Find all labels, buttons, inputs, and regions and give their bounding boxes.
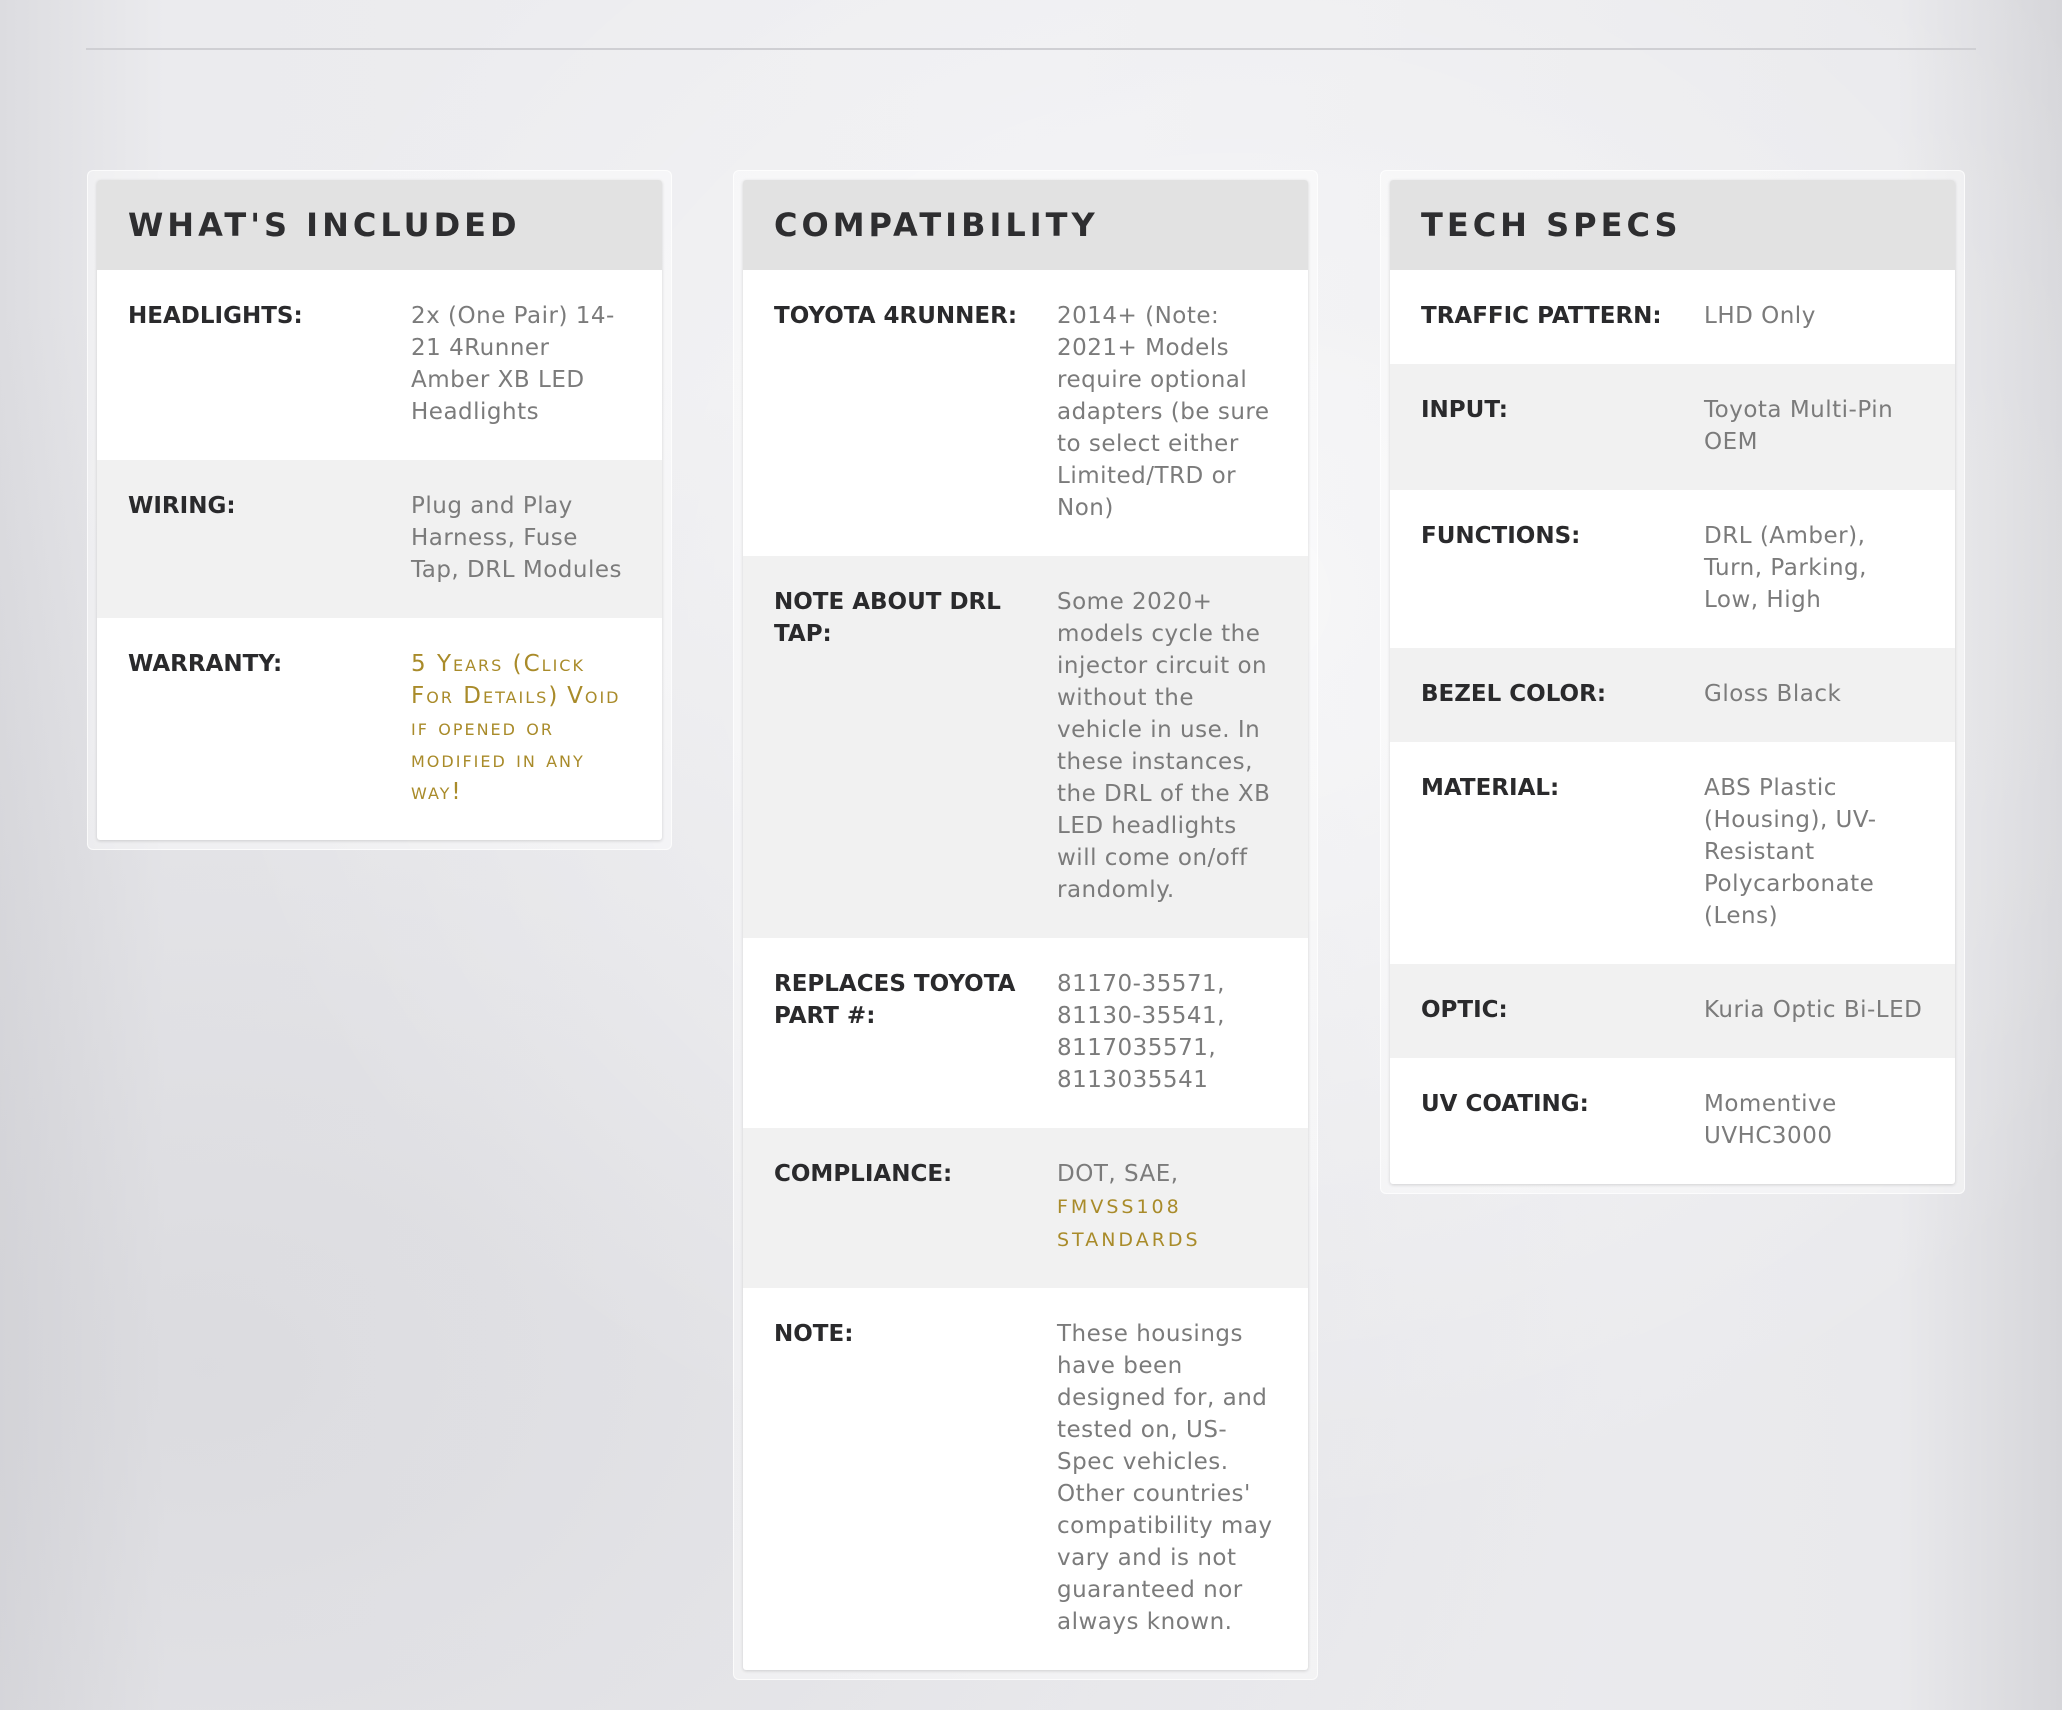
spec-value: LHD Only: [1704, 303, 1816, 329]
fmvss-standards-link[interactable]: FMVSS108 STANDARDS: [1057, 1196, 1201, 1251]
spec-value: 2014+ (Note: 2021+ Models require optional adapters (be sure to select either Limited/TRD or Non): [1057, 303, 1270, 521]
warranty-details-link[interactable]: 5 Years (Click For Details): [411, 651, 585, 709]
tech-specs-card: [1390, 180, 1955, 1184]
spec-label: UV COATING:: [1421, 1091, 1589, 1117]
spec-row-headlights: [97, 270, 662, 460]
spec-label: TRAFFIC PATTERN:: [1421, 303, 1662, 329]
spec-value: Kuria Optic Bi-LED: [1704, 997, 1923, 1023]
spec-row-replaces-part: [743, 938, 1308, 1128]
top-divider: [86, 48, 1976, 50]
spec-value: [1057, 1158, 1277, 1256]
spec-label: FUNCTIONS:: [1421, 523, 1581, 549]
spec-value: Gloss Black: [1704, 681, 1842, 707]
spec-row-drl-tap-note: [743, 556, 1308, 938]
spec-row-optic: [1390, 964, 1955, 1058]
spec-label: INPUT:: [1421, 397, 1508, 423]
spec-row-input: [1390, 364, 1955, 490]
spec-row-bezel-color: [1390, 648, 1955, 742]
compliance-standards-text: DOT, SAE,: [1057, 1161, 1179, 1187]
spec-label: OPTIC:: [1421, 997, 1508, 1023]
spec-label: WIRING:: [128, 493, 236, 519]
spec-value: Toyota Multi-Pin OEM: [1704, 397, 1894, 455]
tech-specs-title: TECH SPECS: [1421, 206, 1682, 244]
warranty-void-note: Void if opened or modified in any way!: [411, 683, 621, 805]
spec-value: Plug and Play Harness, Fuse Tap, DRL Modules: [411, 493, 622, 583]
spec-row-functions: [1390, 490, 1955, 648]
tech-specs-panel: [1380, 170, 1965, 1194]
spec-row-warranty: [97, 618, 662, 840]
spec-value: These housings have been designed for, and tested on, US-Spec vehicles. Other countries' compatibility may vary and is not guaranteed nor always known.: [1057, 1321, 1273, 1635]
whats-included-header: [97, 180, 662, 270]
whats-included-title: WHAT'S INCLUDED: [128, 206, 521, 244]
spec-label: MATERIAL:: [1421, 775, 1560, 801]
spec-label: COMPLIANCE:: [774, 1161, 953, 1187]
spec-row-wiring: [97, 460, 662, 618]
spec-label: NOTE:: [774, 1321, 854, 1347]
tech-specs-header: [1390, 180, 1955, 270]
spec-value: Momentive UVHC3000: [1704, 1091, 1837, 1149]
spec-row-traffic-pattern: [1390, 270, 1955, 364]
compatibility-card: [743, 180, 1308, 1670]
spec-label: HEADLIGHTS:: [128, 303, 303, 329]
spec-label: TOYOTA 4RUNNER:: [774, 303, 1018, 329]
compatibility-title: COMPATIBILITY: [774, 206, 1099, 244]
spec-label: NOTE ABOUT DRL TAP:: [774, 589, 1001, 647]
spec-value: Some 2020+ models cycle the injector circuit on without the vehicle in use. In these instances, the DRL of the XB LED headlights will come on/off randomly.: [1057, 589, 1271, 903]
spec-value: ABS Plastic (Housing), UV-Resistant Polycarbonate (Lens): [1704, 775, 1877, 929]
spec-row-toyota-4runner: [743, 270, 1308, 556]
spec-label: BEZEL COLOR:: [1421, 681, 1607, 707]
whats-included-card: [97, 180, 662, 840]
spec-label: WARRANTY:: [128, 651, 283, 677]
spec-value: 2x (One Pair) 14-21 4Runner Amber XB LED Headlights: [411, 303, 615, 425]
spec-value: [411, 648, 631, 808]
spec-label: REPLACES TOYOTA PART #:: [774, 971, 1016, 1029]
spec-row-uv-coating: [1390, 1058, 1955, 1184]
whats-included-panel: [87, 170, 672, 850]
spec-row-material: [1390, 742, 1955, 964]
spec-row-compliance: [743, 1128, 1308, 1288]
compatibility-panel: [733, 170, 1318, 1680]
spec-value: DRL (Amber), Turn, Parking, Low, High: [1704, 523, 1867, 613]
spec-row-note: [743, 1288, 1308, 1670]
spec-value: 81170-35571, 81130-35541, 8117035571, 8113035541: [1057, 971, 1225, 1093]
compatibility-header: [743, 180, 1308, 270]
